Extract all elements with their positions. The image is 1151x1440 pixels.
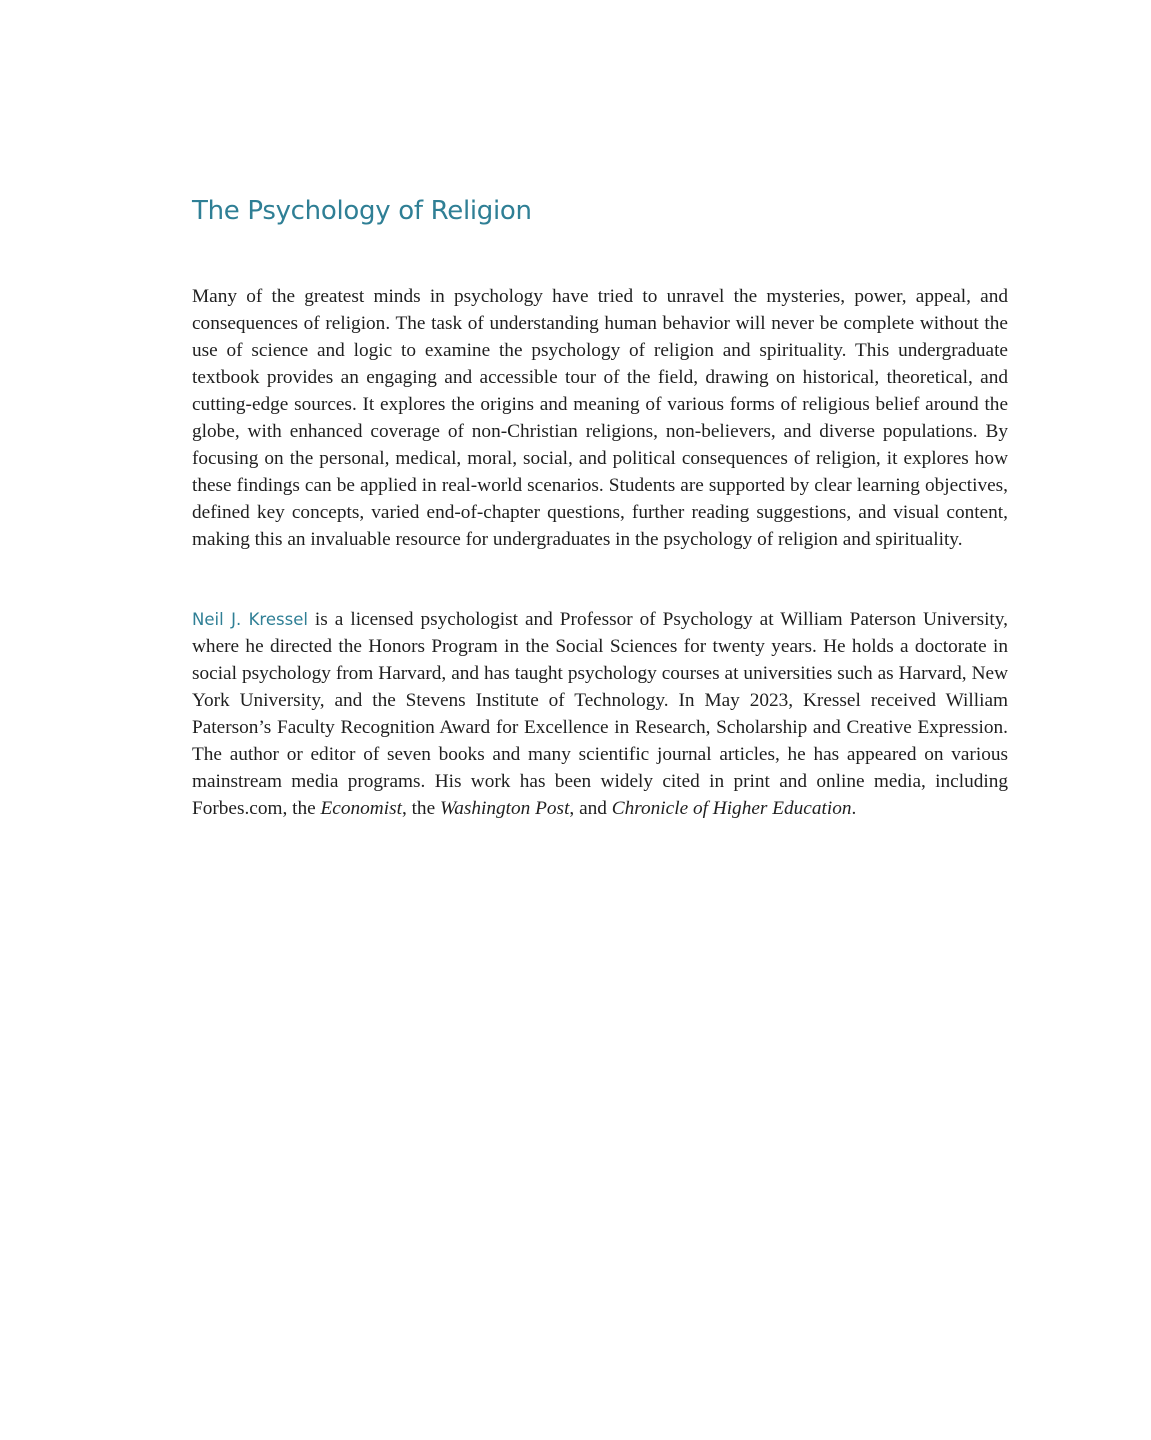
book-description: Many of the greatest minds in psychology have tried to unravel the mysteries, power, appeal, and consequences of religion. The task of understanding human behavior will never be complete without the use of science and logic to examine the psychology of religion and spirituality. This undergraduate textbook provides an engaging and accessible tour of the field, drawing on historical, theoretical, and cutting-edge sources. It explores the origins and meaning of various forms of religious belief around the globe, with enhanced coverage of non-Christian religions, non-believers, and diverse populations. By focusing on the personal, medical, moral, social, and political consequences of religion, it explores how these findings can be applied in real-world scenarios. Students are supported by clear learning objectives, defined key concepts, varied end-of-chapter questions, further reading suggestions, and visual content, making this an invaluable resource for undergraduates in the psychology of religion and spirituality. (192, 286, 1008, 550)
bio-end-period: . (851, 798, 857, 819)
publication-chronicle: Chronicle of Higher Education (611, 798, 852, 819)
bio-separator-1: , the (401, 798, 440, 819)
author-name: Neil J. Kressel (192, 610, 308, 629)
bio-separator-2: , and (569, 798, 612, 819)
book-title: The Psychology of Religion (192, 196, 532, 226)
author-bio-text: is a licensed psychologist and Professor of Psychology at William Paterson University, where he directed the Honors Program in the Social Sciences for twenty years. He holds a doctorate in social psychology from Harvard, and has taught psychology courses at universities such as Harvard, New York University, and the Stevens Institute of Technology. In May 2023, Kressel received William Paterson’s Faculty Recognition Award for Excellence in Research, Scholarship and Creative Expression. The author or editor of seven books and many scientific journal articles, he has appeared on various mainstream media programs. His work has been widely cited in print and online media, including Forbes.com, the (192, 609, 1008, 819)
publication-washington-post: Washington Post (439, 798, 570, 819)
publication-economist: Economist (320, 798, 402, 819)
author-bio (192, 606, 1008, 822)
